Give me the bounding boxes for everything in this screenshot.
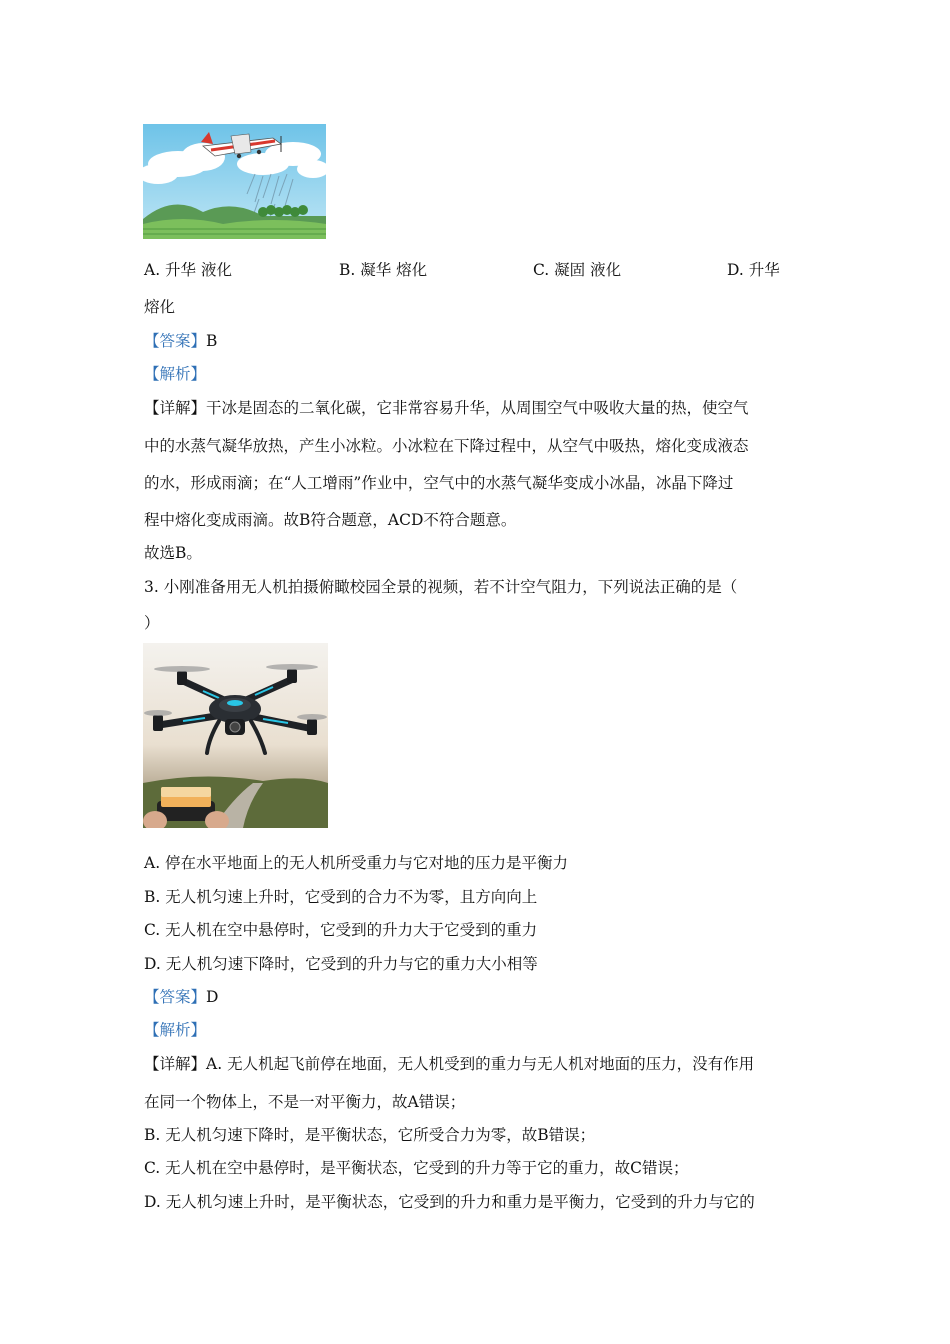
q3-stem-continued: ） bbox=[144, 614, 160, 632]
answer-value: B bbox=[206, 332, 218, 350]
q3-detail-line: C. 无人机在空中悬停时，是平衡状态，它受到的升力等于它的重力，故C错误； bbox=[144, 1159, 689, 1177]
q2-conclusion: 故选B。 bbox=[144, 544, 202, 562]
q3-analysis-tag: 【解析】 bbox=[144, 1021, 207, 1039]
q2-option-c: C. 凝固 液化 bbox=[533, 261, 622, 279]
answer-tag: 【答案】 bbox=[144, 988, 207, 1006]
q3-detail-line: B. 无人机匀速下降时，是平衡状态，它所受合力为零，故B错误； bbox=[144, 1126, 596, 1144]
q2-option-a: A. 升华 液化 bbox=[144, 261, 232, 279]
q2-option-d: D. 升华 bbox=[727, 261, 780, 279]
answer-value: D bbox=[206, 988, 219, 1006]
detail-text: A. 无人机起飞前停在地面，无人机受到的重力与无人机对地面的压力，没有作用 bbox=[206, 1055, 755, 1073]
q3-detail-line: 在同一个物体上，不是一对平衡力，故A错误； bbox=[144, 1093, 466, 1111]
q3-detail-line bbox=[144, 1054, 754, 1074]
q3-detail-line: D. 无人机匀速上升时，是平衡状态，它受到的升力和重力是平衡力，它受到的升力与它的 bbox=[144, 1193, 755, 1211]
airplane-rain-illustration bbox=[143, 124, 326, 239]
q3-answer bbox=[144, 987, 218, 1007]
detail-text: 干冰是固态的二氧化碳，它非常容易升华，从周围空气中吸收大量的热，使空气 bbox=[206, 399, 749, 417]
q3-option-d: D. 无人机匀速下降时，它受到的升力与它的重力大小相等 bbox=[144, 955, 538, 973]
detail-tag: 【详解】 bbox=[144, 1055, 207, 1073]
q2-detail-line: 的水，形成雨滴；在“人工增雨”作业中，空气中的水蒸气凝华变成小冰晶，冰晶下降过 bbox=[144, 474, 734, 492]
q2-detail-line: 中的水蒸气凝华放热，产生小冰粒。小冰粒在下降过程中，从空气中吸热，熔化变成液态 bbox=[144, 437, 749, 455]
q3-option-b: B. 无人机匀速上升时，它受到的合力不为零，且方向向上 bbox=[144, 888, 538, 906]
q3-stem: 3. 小刚准备用无人机拍摄俯瞰校园全景的视频，若不计空气阻力，下列说法正确的是（ bbox=[144, 578, 738, 596]
q2-analysis-tag: 【解析】 bbox=[144, 365, 207, 383]
q3-option-c: C. 无人机在空中悬停时，它受到的升力大于它受到的重力 bbox=[144, 921, 538, 939]
drone-photo bbox=[143, 643, 328, 828]
answer-tag: 【答案】 bbox=[144, 332, 207, 350]
detail-tag: 【详解】 bbox=[144, 399, 207, 417]
q2-answer bbox=[144, 331, 217, 351]
q2-option-b: B. 凝华 熔化 bbox=[339, 261, 428, 279]
q3-option-a: A. 停在水平地面上的无人机所受重力与它对地的压力是平衡力 bbox=[144, 854, 569, 872]
q2-option-d-continued: 熔化 bbox=[144, 298, 176, 316]
q2-detail-line: 程中熔化变成雨滴。故B符合题意，ACD不符合题意。 bbox=[144, 511, 517, 529]
q2-detail-line bbox=[144, 398, 749, 418]
